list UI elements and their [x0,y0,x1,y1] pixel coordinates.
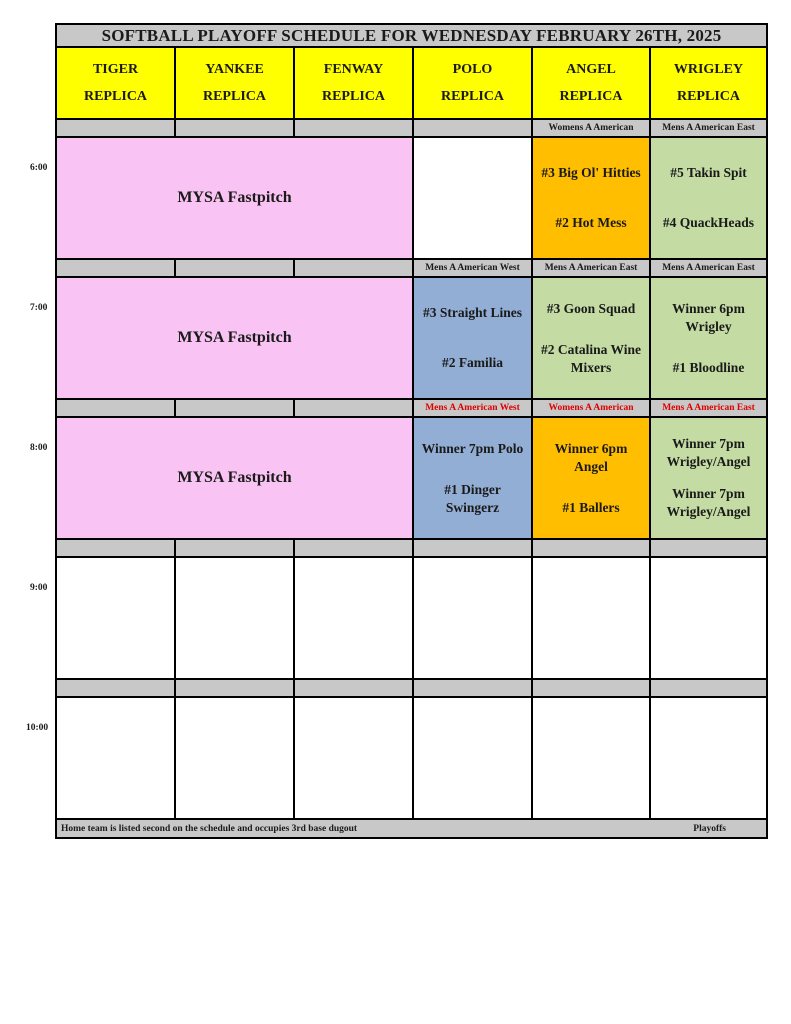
title-text: SOFTBALL PLAYOFF SCHEDULE FOR WEDNESDAY FEBRUARY 26TH, 2025 [101,25,722,45]
time-label: 8:00 [30,443,48,453]
time-label: 10:00 [26,723,49,733]
mysa-label: MYSA Fastpitch [177,189,292,206]
game-polo [414,278,531,398]
footer-bar [57,820,766,837]
division-text: Womens A American [548,403,634,413]
home-team: Winner 7pm Wrigley/Angel [666,486,751,519]
division-text: Mens A American West [425,403,520,413]
division-label [533,400,649,416]
field-sub: REPLICA [321,89,385,104]
field-header-yankee [176,48,293,118]
division-label [651,260,766,276]
field-sub: REPLICA [440,89,504,104]
division-label [295,400,412,416]
field-header-wrigley [651,48,766,118]
mysa-fastpitch-block [57,138,412,258]
empty-slot [414,558,531,678]
field-header-tiger [57,48,174,118]
field-name: POLO [452,62,493,77]
page-title [57,25,766,46]
mysa-fastpitch-block [57,278,412,398]
field-sub: REPLICA [202,89,266,104]
field-sub: REPLICA [559,89,623,104]
field-name: YANKEE [205,62,264,77]
division-label [57,120,174,136]
division-label [295,540,412,556]
away-team: #3 Big Ol' Hitties [541,165,641,180]
division-label [533,120,649,136]
division-label [533,260,649,276]
time-label: 7:00 [30,303,48,313]
division-text: Mens A American East [662,123,755,133]
division-label [295,680,412,696]
away-team: #3 Straight Lines [422,305,522,320]
game-angel [533,138,649,258]
division-label [295,260,412,276]
field-name: FENWAY [323,62,384,77]
division-text: Mens A American East [544,263,638,273]
empty-slot [57,558,174,678]
division-label [414,540,531,556]
division-label [57,680,174,696]
away-team: Winner 7pm Wrigley/Angel [666,436,751,469]
empty-slot [176,558,293,678]
field-header-polo [414,48,531,118]
away-team: Winner 6pm Angel [554,440,628,474]
home-team: #1 Ballers [562,499,620,515]
division-text: Mens A American East [662,263,755,273]
time-label: 9:00 [30,583,48,593]
division-label [176,120,293,136]
division-label [176,260,293,276]
division-label [57,400,174,416]
empty-slot [176,698,293,818]
division-label [533,680,649,696]
division-label [414,680,531,696]
field-header-angel [533,48,649,118]
division-label [651,540,766,556]
away-team: #5 Takin Spit [670,165,747,180]
division-label [651,400,766,416]
home-team: #1 Dinger Swingerz [444,481,501,515]
game-angel [533,278,649,398]
away-team: #3 Goon Squad [546,300,636,316]
division-label [176,540,293,556]
division-label [533,540,649,556]
mysa-fastpitch-block [57,418,412,538]
home-team: #2 Familia [441,355,504,370]
division-label [57,260,174,276]
game-polo [414,418,531,538]
empty-slot [651,558,766,678]
game-angel [533,418,649,538]
game-wrigley [651,418,766,538]
division-label [414,400,531,416]
empty-slot [57,698,174,818]
mysa-label: MYSA Fastpitch [177,469,292,486]
division-text: Mens A American East [662,403,755,413]
empty-slot [295,558,412,678]
footer-note: Home team is listed second on the schedule and occupies 3rd base dugout [61,823,358,834]
footer-label: Playoffs [693,823,726,834]
division-label [651,120,766,136]
home-team: #2 Hot Mess [555,215,627,230]
time-label: 6:00 [30,163,48,173]
empty-slot [651,698,766,818]
home-team: #4 QuackHeads [662,215,755,230]
field-sub: REPLICA [676,89,740,104]
field-sub: REPLICA [83,89,147,104]
field-name: TIGER [92,62,139,77]
empty-slot [533,558,649,678]
division-label [57,540,174,556]
division-text: Mens A American West [425,263,520,273]
empty-slot [295,698,412,818]
division-label [176,680,293,696]
division-label [651,680,766,696]
field-header-fenway [295,48,412,118]
mysa-label: MYSA Fastpitch [177,329,292,346]
game-wrigley [651,138,766,258]
field-name: ANGEL [566,62,616,77]
division-label [295,120,412,136]
away-team: Winner 6pm Wrigley [672,300,745,334]
division-label [176,400,293,416]
home-team: #1 Bloodline [672,359,745,375]
division-text: Womens A American [548,123,634,133]
division-label [414,120,531,136]
division-label [414,260,531,276]
empty-slot [533,698,649,818]
field-name: WRIGLEY [673,62,744,77]
empty-slot [414,698,531,818]
away-team: Winner 7pm Polo [421,440,524,456]
game-wrigley [651,278,766,398]
home-team: #2 Catalina Wine Mixers [540,341,642,375]
game-polo [414,138,531,258]
schedule-sheet [55,23,768,839]
